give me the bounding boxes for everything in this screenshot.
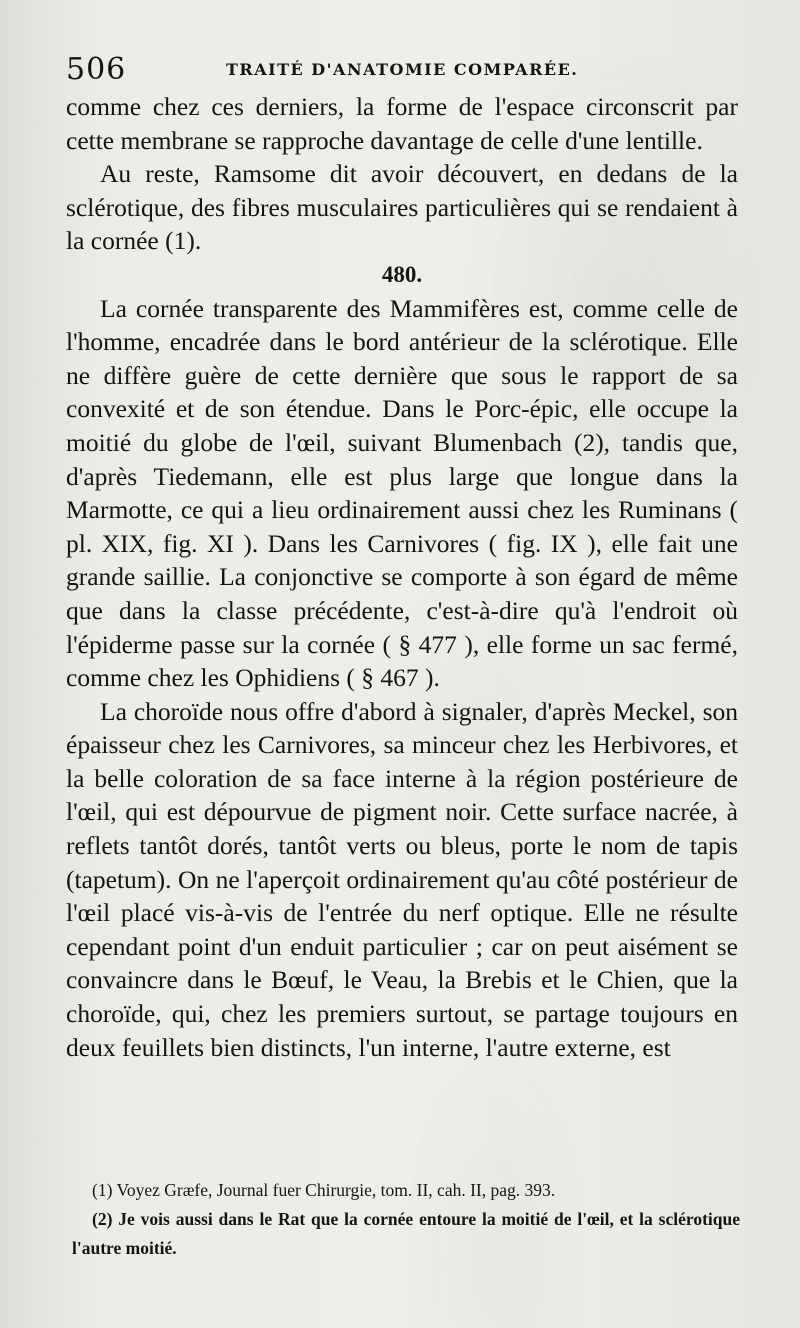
running-head: TRAITÉ D'ANATOMIE COMPARÉE. xyxy=(226,60,579,79)
paragraph-2: Au reste, Ramsome dit avoir découvert, en dedans de la sclérotique, des fibres musculaires particulières qui se rendaient à la cornée (1). xyxy=(66,159,738,256)
body-text xyxy=(66,90,738,1064)
page-number: 506 xyxy=(66,52,127,87)
paragraph-1: comme chez ces derniers, la forme de l'espace circonscrit par cette membrane se rapproche davantage de celle d'une lentille. xyxy=(66,92,738,155)
footnotes xyxy=(72,1176,740,1263)
page-header xyxy=(66,52,738,92)
section-number: 480. xyxy=(381,261,423,287)
paragraph-4: La choroïde nous offre d'abord à signaler, d'après Meckel, son épaisseur chez les Carnivores, sa minceur chez les Herbivores, et la belle coloration de sa face interne à la région postérieure de l'œil, qui est dépourvue de pigment noir. Cette surface nacrée, à reflets tantôt dorés, tantôt verts ou bleus, porte le nom de tapis (tapetum). On ne l'aperçoit ordinairement qu'au côté postérieur de l'œil placé vis-à-vis de l'entrée du nerf optique. Elle ne résulte cependant point d'un enduit particulier ; car on peut aisément se convaincre dans le Bœuf, le Veau, la Brebis et le Chien, que la choroïde, qui, chez les premiers surtout, se partage toujours en deux feuillets bien distincts, l'un interne, l'autre externe, est xyxy=(66,696,738,1062)
footnote-2: (2) Je vois aussi dans le Rat que la cornée entoure la moitié de l'œil, et la sclérotique l'autre moitié. xyxy=(72,1209,740,1258)
footnote-1: (1) Voyez Græfe, Journal fuer Chirurgie, tom. II, cah. II, pag. 393. xyxy=(92,1180,556,1200)
paragraph-3: La cornée transparente des Mammifères est, comme celle de l'homme, encadrée dans le bord antérieur de la sclérotique. Elle ne diffère guère de cette dernière que sous le rapport de sa convexité et de son étendue. Dans le Porc-épic, elle occupe la moitié du globe de l'œil, suivant Blumenbach (2), tandis que, d'après Tiedemann, elle est plus large que longue dans la Marmotte, ce qui a lieu ordinairement aussi chez les Ruminans ( pl. XIX, fig. XI ). Dans les Carnivores ( fig. IX ), elle fait une grande saillie. La conjonctive se comporte à son égard de même que dans la classe précédente, c'est-à-dire qu'à l'endroit où l'épiderme passe sur la cornée ( § 477 ), elle forme un sac fermé, comme chez les Ophidiens ( § 467 ). xyxy=(66,293,738,693)
